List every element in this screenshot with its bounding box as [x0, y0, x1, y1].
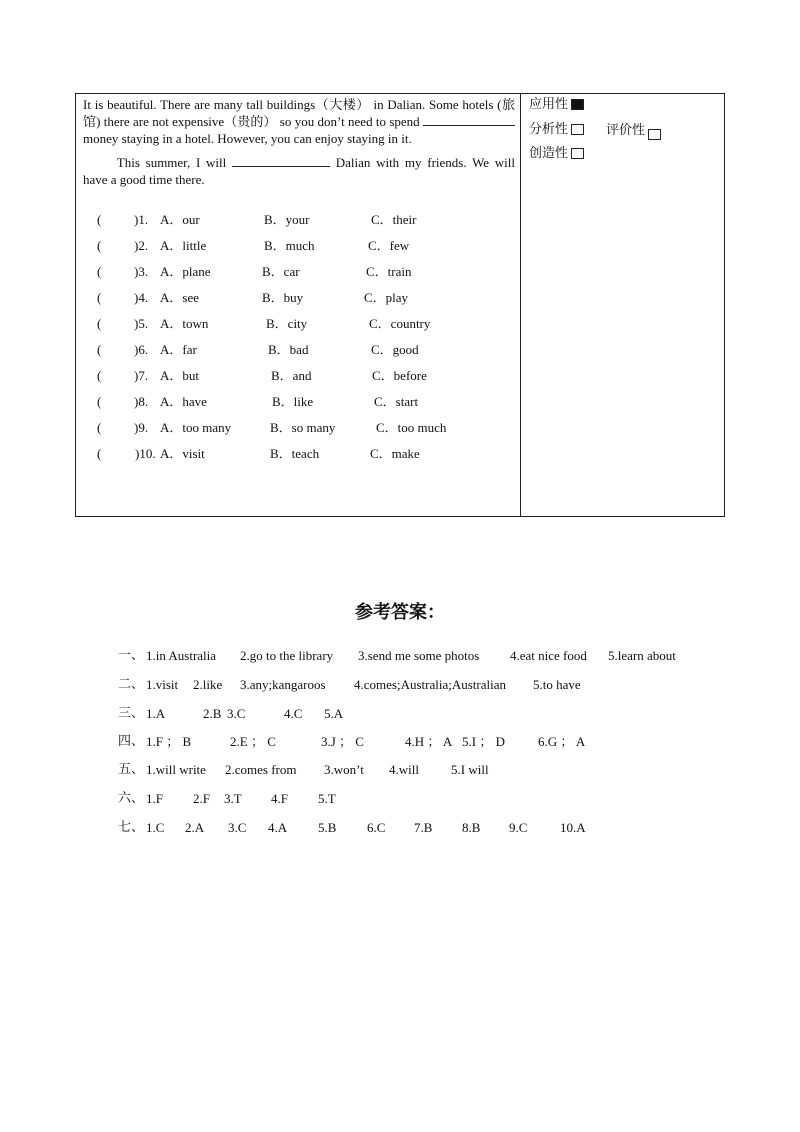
question-number: )6. [134, 342, 149, 357]
answer-paren: ( [97, 212, 102, 227]
answer-section-label: 七、 [118, 820, 145, 835]
para2-before-text: This summer, I will [116, 155, 227, 170]
answer-item: 2.go to the library [240, 648, 334, 663]
rating-evaluation [606, 121, 661, 140]
question-table [75, 93, 725, 517]
answer-section-label: 一、 [118, 648, 145, 663]
column-divider [520, 94, 521, 516]
answer-item: 1.C [146, 820, 165, 835]
option-c: C．train [366, 264, 412, 279]
option-b: B．car [262, 264, 300, 279]
rating-application-label: 应用性 [529, 97, 569, 112]
answer-item: 2.F [193, 791, 210, 806]
answer-item: 3.any;kangaroos [240, 677, 326, 692]
option-a: A．far [160, 342, 197, 357]
answer-item: 6.C [367, 820, 386, 835]
checkbox-checked-icon[interactable] [571, 99, 584, 110]
question-number: )2. [134, 238, 149, 253]
option-b: B．and [271, 368, 312, 383]
answer-item: 5.B [318, 820, 337, 835]
option-a: A．little [160, 238, 207, 253]
para2-after-text: Dalian with my friends. We will have a good time there. [83, 155, 516, 187]
question-number: )1. [134, 212, 149, 227]
question-number: )8. [134, 394, 149, 409]
passage [83, 96, 515, 188]
answer-paren: ( [97, 368, 102, 383]
answer-item: 2.E ； C [230, 734, 276, 749]
rating-analysis [529, 121, 584, 139]
passage-paragraph-1 [83, 96, 515, 147]
rating-analysis-label: 分析性 [529, 122, 569, 137]
option-c: C．good [371, 342, 419, 357]
option-c: C．few [368, 238, 410, 253]
question-number: )3. [134, 264, 149, 279]
answer-item: 10.A [560, 820, 586, 835]
answer-item: 2.like [193, 677, 223, 692]
rating-application [529, 96, 584, 114]
option-a: A．see [160, 290, 199, 305]
question-row [76, 445, 508, 463]
option-c: C．make [370, 446, 420, 461]
answer-item: 2.comes from [225, 762, 297, 777]
option-a: A．town [160, 316, 209, 331]
option-a: A．too many [160, 420, 232, 435]
question-number: )5. [134, 316, 149, 331]
para1-text: It is beautiful. There are many tall buildings（大楼） in Dalian. Some hotels (旅馆) there are not expensive（贵的） so you don’t need to spend [83, 97, 515, 129]
option-b: B．like [272, 394, 314, 409]
answer-item: 1.in Australia [146, 648, 217, 663]
answer-key-title: 参考答案： [355, 602, 445, 623]
answer-section-label: 五、 [118, 762, 145, 777]
option-b: B．teach [270, 446, 320, 461]
answer-item: 5.A [324, 706, 344, 721]
checkbox-icon[interactable] [571, 148, 584, 159]
option-b: B．much [264, 238, 315, 253]
answer-item: 4.A [268, 820, 288, 835]
option-a: A．have [160, 394, 207, 409]
option-a: A．our [160, 212, 200, 227]
option-b: B．buy [262, 290, 304, 305]
answer-item: 5.to have [533, 677, 581, 692]
rating-evaluation-label: 评价性 [606, 123, 646, 138]
option-c: C．play [364, 290, 409, 305]
answer-item: 2.A [185, 820, 205, 835]
option-b: B．city [266, 316, 308, 331]
answer-item: 3.J ； C [321, 734, 364, 749]
option-b: B．bad [268, 342, 309, 357]
question-row [76, 211, 508, 229]
question-row [76, 367, 508, 385]
answer-item: 4.F [271, 791, 288, 806]
answer-item: 5.T [318, 791, 336, 806]
question-row [76, 393, 508, 411]
rating-creativity [529, 145, 584, 163]
answer-paren: ( [97, 316, 102, 331]
answer-item: 3.T [224, 791, 242, 806]
option-a: A．but [160, 368, 200, 383]
answer-item: 5.learn about [608, 648, 676, 663]
question-row [76, 341, 508, 359]
answer-paren: ( [97, 394, 102, 409]
question-row [76, 315, 508, 333]
option-c: C．too much [376, 420, 447, 435]
answer-item: 2.B [203, 706, 222, 721]
option-c: C．before [372, 368, 427, 383]
checkbox-icon[interactable] [571, 124, 584, 135]
blank-spend [423, 113, 515, 126]
answer-item: 3.send me some photos [358, 648, 480, 663]
rating-creativity-label: 创造性 [529, 146, 569, 161]
answer-item: 4.will [389, 762, 419, 777]
answer-item: 1.F ； B [146, 734, 192, 749]
question-row [76, 237, 508, 255]
answer-paren: ( [97, 420, 102, 435]
answer-item: 9.C [509, 820, 528, 835]
answer-item: 5.I will [451, 762, 489, 777]
answer-item: 4.comes;Australia;Australian [354, 677, 506, 692]
option-a: A．visit [160, 446, 205, 461]
answer-item: 1.visit [146, 677, 179, 692]
option-b: B．your [264, 212, 310, 227]
answer-item: 8.B [462, 820, 481, 835]
question-row [76, 263, 508, 281]
answer-section-label: 三、 [118, 706, 145, 721]
answer-item: 5.I ； D [462, 734, 505, 749]
question-number: )9. [134, 420, 149, 435]
question-row [76, 419, 508, 437]
answer-item: 4.C [284, 706, 303, 721]
checkbox-icon[interactable] [648, 129, 661, 140]
answer-section-label: 四、 [118, 734, 145, 749]
question-number: )7. [134, 368, 149, 383]
question-number: )10. [135, 446, 156, 461]
answer-item: 6.G ； A [538, 734, 586, 749]
option-a: A．plane [160, 264, 211, 279]
blank-visit [232, 154, 330, 167]
answer-section-label: 六、 [118, 791, 145, 806]
option-c: C．their [371, 212, 417, 227]
answer-paren: ( [97, 446, 102, 461]
answer-item: 1.will write [146, 762, 206, 777]
para1-after-text: money staying in a hotel. However, you can enjoy staying in it. [83, 131, 412, 146]
answer-item: 1.F [146, 791, 163, 806]
answer-item: 1.A [146, 706, 166, 721]
question-row [76, 289, 508, 307]
answer-item: 4.eat nice food [510, 648, 587, 663]
answer-item: 4.H ； A [405, 734, 453, 749]
answer-paren: ( [97, 264, 102, 279]
answer-item: 3.won’t [324, 762, 364, 777]
option-b: B．so many [270, 420, 336, 435]
answer-item: 7.B [414, 820, 433, 835]
answer-paren: ( [97, 342, 102, 357]
answer-item: 3.C [228, 820, 247, 835]
option-c: C．start [374, 394, 419, 409]
answer-item: 3.C [227, 706, 246, 721]
answer-paren: ( [97, 290, 102, 305]
passage-paragraph-2 [83, 154, 515, 188]
option-c: C．country [369, 316, 431, 331]
question-number: )4. [134, 290, 149, 305]
answer-section-label: 二、 [118, 677, 145, 692]
answer-paren: ( [97, 238, 102, 253]
